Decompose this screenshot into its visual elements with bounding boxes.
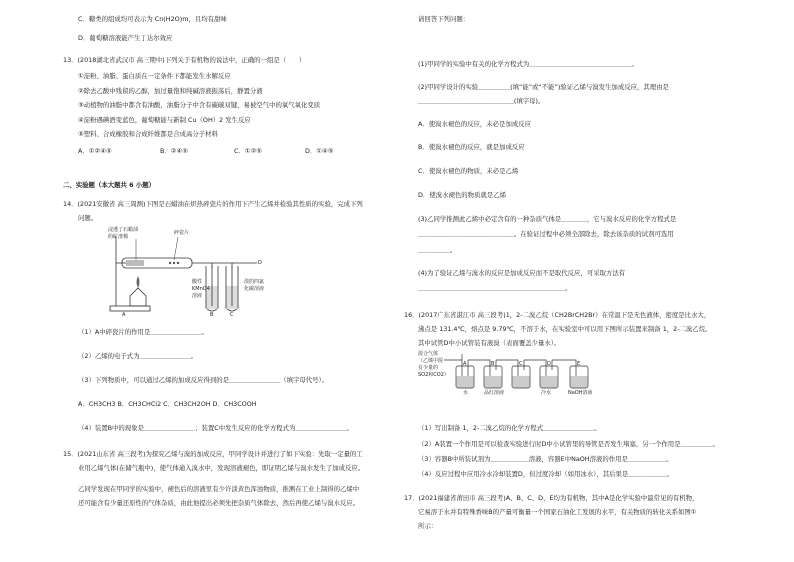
q14-sub3-options: A．CH3CH3 B．CH3CHCl2 C．CH3CH2OH D．CH3COOH [78,400,257,408]
q16-label-pinhong: 品红溶液 [484,390,505,396]
q16-label-gas4: SO2和CO2） [418,372,449,378]
q14-label-chips: 碎瓷片 [174,230,190,236]
q14-label-porous: 浸透了石蜡油 [108,227,139,233]
left-d-option: D．葡萄糖溶液能产生丁达尔效应 [78,34,173,42]
q16-label-water: 水 [463,390,469,396]
q14-label-sol: 溶液 [192,293,203,299]
q14-stem-line1: 14．(2021安徽省 高三周测)下图是石蜡油在炽热碎瓷片的作用下产生乙烯并检验其性质的实验，完成下列 [63,200,363,208]
q13-item-2: ②除去乙酸中残留的乙醇，加过量饱和纯碱溶液振荡后，静置分液 [78,87,263,95]
right-opt-a: A．使溴水褪色的反应，未必是加成反应 [418,120,532,128]
right-q3c: ＿＿＿＿＿。 [418,246,457,254]
q16-label-d: D [547,361,551,367]
q16-sub1: （1）写出制备 1，2-二溴乙烷的化学方程式＿＿＿＿＿＿＿＿。 [418,424,601,432]
q14-label-acid: 酸性 [192,279,203,285]
q15-line1: 15．(2021山东省 高三段考)为探究乙烯与溴的加成反应，甲同学设计并进行了如下实验：先取一定量的工 [63,450,363,458]
q13-option-b: B．②④⑤ [160,147,188,155]
q14-sub4: （4）装置B中的现象是＿＿＿＿＿＿＿＿；装置C中发生反应的化学方程式为＿＿＿＿＿＿＿＿。 [78,424,353,432]
right-opt-d: D．使溴水褪色的物质就是乙烯 [418,191,506,199]
right-opt-c: C．使溴水褪色的物质，未必是乙烯 [418,167,519,175]
q15-line3: 乙同学发现在甲同学的实验中，褪色后的溶液里有少许淡黄色浑浊物质，推测在工业上制得的乙烯中 [78,485,360,493]
q14-label-kmno4: KMnO4 [192,286,210,292]
q16-label-a: A [463,361,467,367]
left-c-option: C．糖类的组成均可表示为 Cn(H2O)m，且均有甜味 [78,15,227,23]
q14-label-br2: 化碳溶液 [244,286,265,292]
right-q4b: ＿＿＿＿＿＿＿＿＿＿＿＿＿＿＿＿＿＿＿＿＿＿＿。 [418,284,572,292]
q14-apparatus-diagram [92,226,352,318]
q13-stem: 13．(2018湖北省武汉市 高三期中)下列关于有机物的说法中，正确的一组是（ ） [63,56,306,64]
right-q3a: (3)乙同学推测此乙烯中必定含有的一种杂质气体是＿＿＿＿，它与溴水反应的化学方程式是 [418,215,677,223]
q16-label-b: B [491,361,495,367]
q17-line3: 所示： [418,522,438,530]
q16-label-gas2: （乙烯中混 [418,358,444,364]
q16-label-ice: 冷水 [541,390,552,396]
q16-label-c: C [519,361,523,367]
q16-apparatus-diagram [418,350,608,400]
q14-sub2: （2）乙烯的电子式为＿＿＿＿＿＿＿＿。 [78,352,198,360]
q14-label-a: A [122,312,126,318]
q14-sub3: （3）下列物质中，可以通过乙烯的加成反应得到的是＿＿＿＿＿＿＿＿（填字母代号）。 [78,376,329,384]
q16-line2: 沸点是 131.4℃，熔点是 9.79℃，不溶于水，在实验室中可以用下图所示装置来制备 1，2-二溴乙烷。 [418,325,712,333]
q14-label-d: D [258,260,262,266]
q13-option-c: C．①②⑤ [234,147,263,155]
q14-stem-line2: 问题。 [78,214,98,222]
q14-label-br1: 溴的四氯 [244,279,265,285]
right-q4a: (4)为了验证乙烯与溴水的反应是加成反应而不是取代反应，可采取方法有 [418,269,626,277]
right-q3b: ＿＿＿＿＿＿＿＿＿＿＿＿＿＿＿。在验证过程中必须全部除去，除去该杂质的试剂可选用 [418,230,674,238]
right-q2: (2)甲同学设计的实验＿＿＿＿＿(填“能”或“不能”)验证乙烯与溴发生加成反应，其理由是 [418,83,669,91]
section-heading: 二、实验题（本大题共 6 小题） [63,181,155,189]
right-opt-b: B．使溴水褪色的反应，就是加成反应 [418,143,525,151]
q16-label-naoh: NaOH溶液 [568,390,593,396]
q15-line2: 业用乙烯气体(在储气瓶中)，使气体通入溴水中，发现溶液褪色，即证明乙烯与溴水发生了加成反应。 [78,464,365,472]
q13-option-d: D．①④⑤ [305,147,334,155]
right-q1: (1)甲同学的实验中有关的化学方程式为＿＿＿＿＿＿＿＿＿＿＿＿＿＿＿＿。 [418,60,638,68]
q16-label-gas1: 混合气体 [418,351,439,357]
q16-line1: 16．(2017广东省湛江市 高三段考)1，2-二溴乙烷（CH2BrCH2Br）在常温下是无色液体，密度是比水大， [404,311,711,319]
q17-line2: 它易溶于水并有特殊香味B的产量可衡量一个国家石油化工发展的水平，有关物质的转化关系如图① [418,508,697,516]
q14-label-c: C [230,312,234,318]
q13-option-a: A．①②④⑤ [78,147,112,155]
q16-sub2: （2）A装置一个作用是可以检查实验进行时D中小试管里的导管是否发生堵塞，另一个作用是＿＿＿＿＿。 [418,440,719,448]
q17-line1: 17．(2021福建省莆田市 高三段考)A、B、C、D、E均为有机物，其中A是化学实验中最常见的有机物， [404,494,699,502]
q14-sub1: （1）A中碎瓷片的作用是＿＿＿＿＿＿＿＿。 [78,328,208,336]
q13-item-5: ⑤塑料、合成橡胶和合成纤维都是合成高分子材料 [78,130,218,138]
q16-line3: 其中试管D中小试管装有液溴（表面覆盖少量水）。 [418,339,561,347]
q16-label-e: E [577,361,581,367]
q15-line4: 还可能含有少量还原性的气体杂质，由此他提出必须先把杂质气体除去，然后再使乙烯与溴水反应。 [78,499,360,507]
q14-label-mineral: 的矿渣棉 [108,234,129,240]
q14-label-b: B [210,312,214,318]
right-intro: 请回答下列问题： [418,15,470,23]
q13-item-4: ④淀粉遇碘酒变蓝色，葡萄糖能与新制 Cu（OH）2 发生反应 [78,116,251,124]
q16-sub3: （3）容器B中所装试剂为＿＿＿＿＿＿溶液，容器E中NaOH溶液的作用是＿＿＿＿＿＿。 [418,455,673,463]
q13-item-1: ①淀粉、油脂、蛋白质在一定条件下都能发生水解反应 [78,72,231,80]
q13-item-3: ③动植物的油脂中都含有油酸，油脂分子中含有碳碳双键，易被空气中的氧气氧化变质 [78,101,321,109]
q16-sub4: （4）反应过程中应用冷水冷却装置D，但过度冷却（如用冰水），其后果是＿＿＿＿＿＿。 [418,470,674,478]
right-q2b: ＿＿＿＿＿＿＿＿＿＿＿＿＿＿＿(填字母)。 [418,97,545,105]
q16-label-gas3: 有少量的 [418,365,439,371]
